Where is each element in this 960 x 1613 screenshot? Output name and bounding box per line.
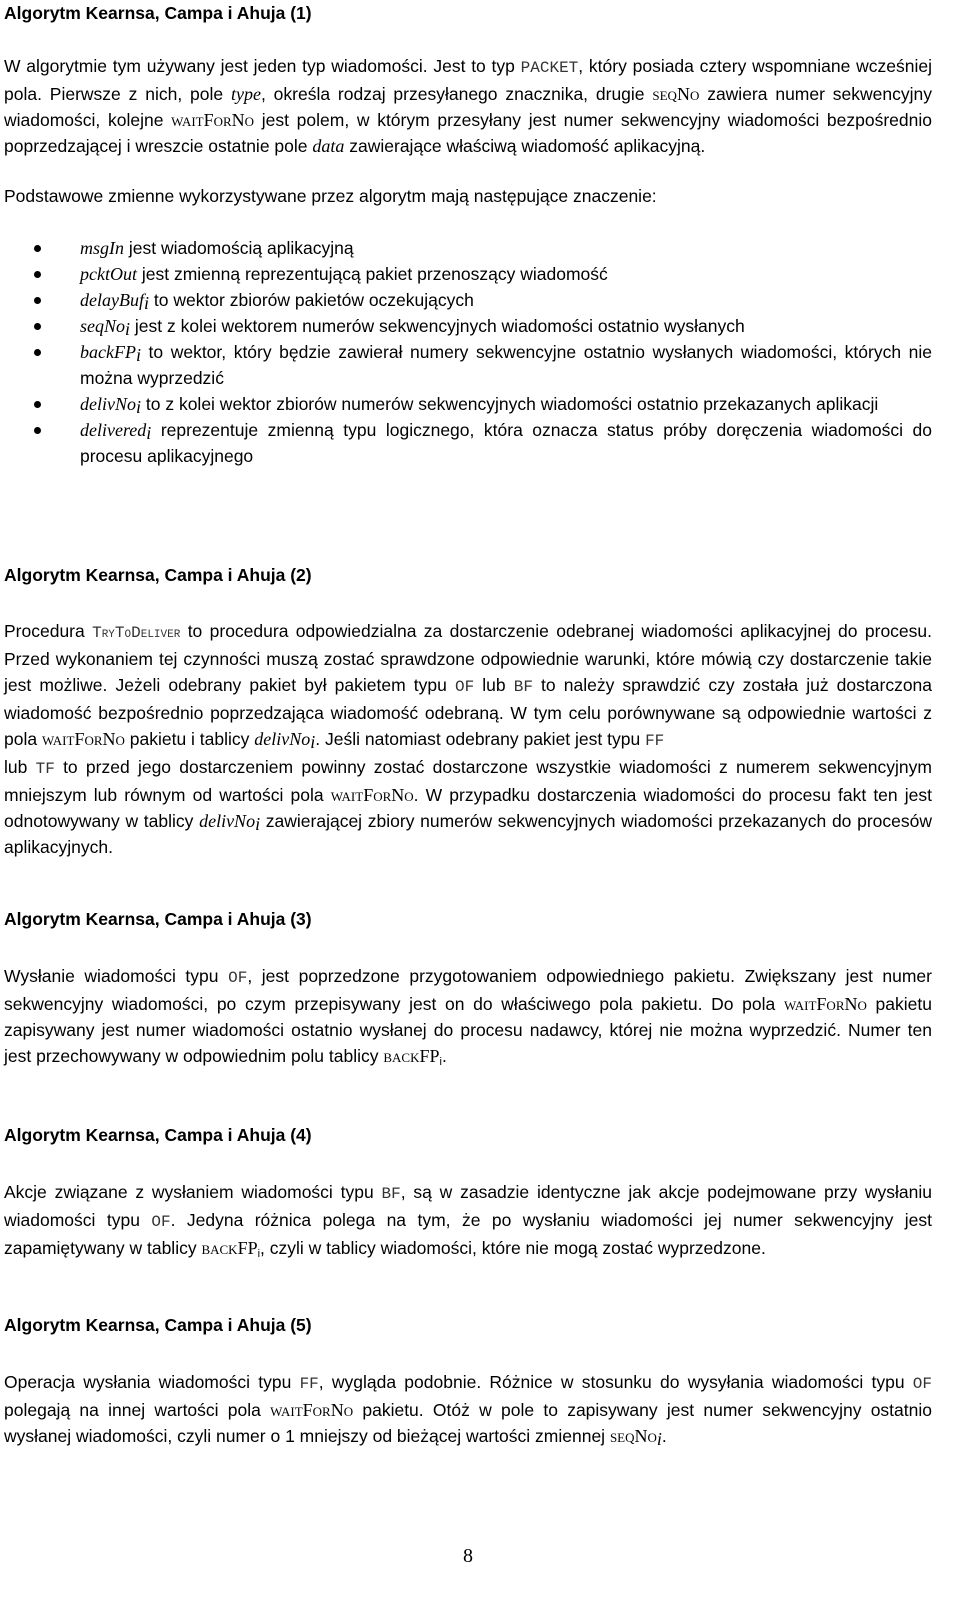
variable-name: backFP xyxy=(80,342,136,362)
field-delivno: delivNo xyxy=(199,811,256,831)
section-2-heading: Algorytm Kearnsa, Campa i Ahuja (2) xyxy=(4,565,312,585)
field-waitforno: waitForNo xyxy=(330,785,414,805)
field-waitforno: waitForNo xyxy=(270,1400,354,1420)
bullet-icon xyxy=(34,427,41,434)
bullet-icon xyxy=(34,323,41,330)
subscript: i xyxy=(135,345,141,365)
section-3 xyxy=(4,906,932,1069)
text-run: Procedura xyxy=(4,621,93,641)
section-1-paragraph-2: Podstawowe zmienne wykorzystywane przez algorytm mają następujące znaczenie: xyxy=(4,186,657,206)
code-bf: BF xyxy=(381,1185,401,1203)
variable-name: seqNo xyxy=(80,316,125,336)
text-run: to przed jego dostarczeniem powinny zostać dostarczone wszystkie wiadomości z numerem sekwencyjnym mniejszym lub równym od wartości pola xyxy=(4,757,932,805)
code-bf: BF xyxy=(513,678,533,696)
procedure-name: TryToDeliver xyxy=(92,624,181,642)
text-run: . W przypadku dostarczenia wiadomości do procesu fakt ten jest odnotowywany w tablicy xyxy=(4,785,933,831)
section-5 xyxy=(4,1312,932,1449)
text-run: pakietu i tablicy xyxy=(124,729,255,749)
section-1-paragraph-1 xyxy=(4,53,932,159)
code-ff: FF xyxy=(299,1375,319,1393)
code-packet: PACKET xyxy=(520,59,579,77)
bullet-icon xyxy=(34,297,41,304)
field-waitforno: waitForNo xyxy=(41,729,125,749)
field-data: data xyxy=(312,136,345,156)
section-4-heading: Algorytm Kearnsa, Campa i Ahuja (4) xyxy=(4,1125,312,1145)
text-run: , czyli w tablicy wiadomości, które nie mogą zostać wyprzedzone. xyxy=(260,1238,766,1258)
list-item xyxy=(4,313,932,339)
field-seqno: seqNo xyxy=(652,84,700,104)
variable-description: reprezentuje zmienną typu logicznego, która oznacza status próby doręczenia wiadomości do procesu aplikacyjnego xyxy=(80,420,932,466)
text-run: , określa rodzaj przesyłanego znacznika, drugie xyxy=(260,84,653,104)
section-3-heading: Algorytm Kearnsa, Campa i Ahuja (3) xyxy=(4,909,312,929)
field-delivno: delivNo xyxy=(254,729,311,749)
variable-name: pcktOut xyxy=(80,264,137,284)
subscript: i xyxy=(136,397,142,417)
text-run: . xyxy=(441,1046,447,1066)
code-of: OF xyxy=(454,678,475,696)
text-run: Akcje związane z wysłaniem wiadomości typu xyxy=(4,1182,382,1202)
variable-name: msgIn xyxy=(80,238,124,258)
bullet-icon xyxy=(34,245,41,252)
subscript: i xyxy=(257,1248,261,1260)
bullet-icon xyxy=(34,401,41,408)
code-ff: FF xyxy=(645,732,665,750)
section-3-paragraph xyxy=(4,963,932,1069)
text-run: pakietu zapisywany jest numer wiadomości ostatnio wysłanej do procesu nadawcy, której nie można wyprzedzić. Numer ten jest przechowywany w odpowiednim polu tablicy xyxy=(4,994,932,1066)
section-4-paragraph xyxy=(4,1179,932,1261)
section-5-heading: Algorytm Kearnsa, Campa i Ahuja (5) xyxy=(4,1315,312,1335)
text-run: lub xyxy=(4,757,36,777)
text-run: pakietu. Otóż w pole to zapisywany jest numer sekwencyjny ostatnio wysłanej wiadomości, czyli numer o 1 mniejszy od bieżącej wartości zmiennej xyxy=(4,1400,932,1446)
variable-description: jest wiadomością aplikacyjną xyxy=(124,238,354,258)
text-run: polegają na innej wartości pola xyxy=(4,1400,271,1420)
code-tf: TF xyxy=(35,760,55,778)
variable-description: jest zmienną reprezentującą pakiet przenoszący wiadomość xyxy=(136,264,608,284)
bullet-icon xyxy=(34,271,41,278)
text-run: to należy sprawdzić czy została już dostarczona wiadomość bezpośrednio poprzedzająca wiadomość odebraną. W tym celu porównywane są odpowiednie wartości z pola xyxy=(4,675,933,749)
section-2-paragraph xyxy=(4,618,932,860)
variable-description: jest z kolei wektorem numerów sekwencyjnych wiadomości ostatnio wysłanych xyxy=(130,316,745,336)
text-run: jest polem, w którym przesyłany jest numer sekwencyjny wiadomości bezpośrednio poprzedzającej i wreszcie ostatnie pole xyxy=(4,110,932,156)
subscript: i xyxy=(656,1429,662,1449)
code-of: OF xyxy=(151,1213,171,1231)
text-run: , są w zasadzie identyczne jak akcje podejmowane przy wysłaniu wiadomości typu xyxy=(4,1182,932,1230)
text-run: W algorytmie tym używany jest jeden typ wiadomości. Jest to typ xyxy=(4,56,521,76)
text-run: . xyxy=(661,1426,667,1446)
subscript: i xyxy=(125,319,131,339)
subscript: i xyxy=(310,732,316,752)
text-run: Wysłanie wiadomości typu xyxy=(4,966,229,986)
variables-list xyxy=(4,235,932,469)
variable-name: delivered xyxy=(80,420,147,440)
list-item xyxy=(4,287,932,313)
text-run: zawierającej zbiory numerów sekwencyjnych wiadomości przekazanych do procesów aplikacyjnych. xyxy=(4,811,932,857)
page-number: 8 xyxy=(463,1545,473,1567)
code-of: OF xyxy=(912,1375,932,1393)
list-item xyxy=(4,391,932,417)
variable-name: delayBuf xyxy=(80,290,144,310)
text-run: , który posiada cztery wspomniane wcześniej pola. Pierwsze z nich, pole xyxy=(4,56,932,104)
variable-name: delivNo xyxy=(80,394,136,414)
field-backfp: backFP xyxy=(201,1238,258,1258)
text-run: . Jedyna różnica polega na tym, że po wysłaniu wiadomości jej numer sekwencyjny jest zapamiętywany w tablicy xyxy=(4,1210,932,1258)
section-5-paragraph xyxy=(4,1369,932,1449)
variable-description: to wektor zbiorów pakietów oczekujących xyxy=(149,290,474,310)
text-run: to procedura odpowiedzialna za dostarczenie odebranej wiadomości aplikacyjnej do procesu. Przed wykonaniem tej czynności muszą zostać sprawdzone odpowiednie warunki, które mówią czy dostarczenie takie jest możliwe. Jeżeli odebrany pakiet był pakietem typu xyxy=(4,621,932,695)
subscript: i xyxy=(143,293,149,313)
text-run: lub xyxy=(474,675,514,695)
text-run: , jest poprzedzone przygotowaniem odpowiedniego pakietu. Zwiększany jest numer sekwencyjny wiadomości, po czym przepisywany jest on do właściwego pola pakietu. Do pola xyxy=(4,966,932,1014)
list-item xyxy=(4,417,932,469)
section-1 xyxy=(4,0,932,469)
list-item xyxy=(4,235,932,261)
text-run: Operacja wysłania wiadomości typu xyxy=(4,1372,300,1392)
subscript: i xyxy=(439,1056,442,1068)
text-run: zawierające właściwą wiadomość aplikacyjną. xyxy=(344,136,706,156)
field-type: type xyxy=(230,84,261,104)
code-of: OF xyxy=(228,969,248,987)
section-1-heading: Algorytm Kearnsa, Campa i Ahuja (1) xyxy=(4,3,312,23)
field-waitforno: waitForNo xyxy=(783,994,867,1014)
bullet-icon xyxy=(34,349,41,356)
text-run: , wygląda podobnie. Różnice w stosunku do wysyłania wiadomości typu xyxy=(318,1372,913,1392)
section-2 xyxy=(4,562,932,860)
field-backfp: backFP xyxy=(383,1046,440,1066)
list-item xyxy=(4,261,932,287)
variable-description: to z kolei wektor zbiorów numerów sekwencyjnych wiadomości ostatnio przekazanych aplikacji xyxy=(141,394,879,414)
variable-description: to wektor, który będzie zawierał numery sekwencyjne ostatnio wysłanych wiadomości, których nie można wyprzedzić xyxy=(80,342,932,388)
subscript: i xyxy=(255,814,261,834)
text-run: zawiera numer sekwencyjny wiadomości, kolejne xyxy=(4,84,932,130)
section-4 xyxy=(4,1122,932,1261)
field-waitforno: waitForNo xyxy=(171,110,255,130)
subscript: i xyxy=(146,423,152,443)
field-seqno: seqNo xyxy=(609,1426,657,1446)
text-run: . Jeśli natomiast odebrany pakiet jest typu xyxy=(315,729,646,749)
list-item xyxy=(4,339,932,391)
